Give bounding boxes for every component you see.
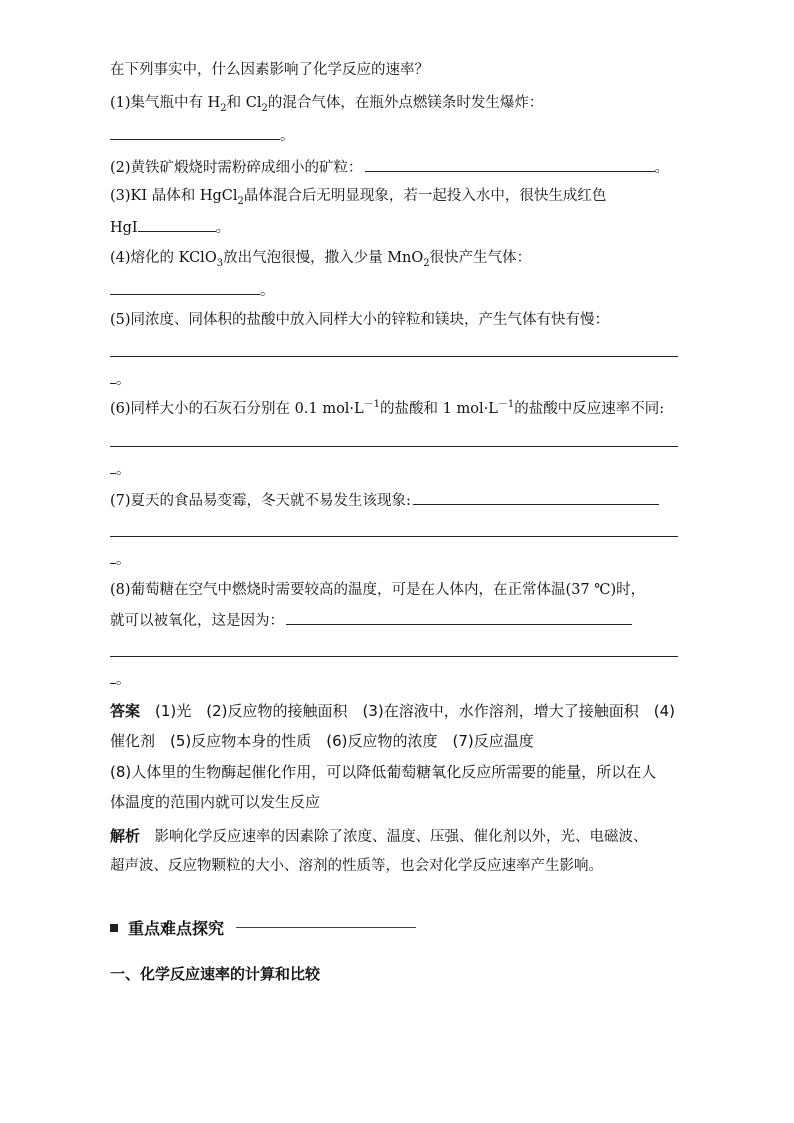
analysis-line-2 [110, 856, 603, 876]
q6-blank-line[interactable] [110, 446, 678, 447]
analysis-label: 解析 [110, 827, 141, 845]
question-2 [110, 157, 669, 178]
q6-end: 。 [116, 462, 131, 478]
answer-line-2 [110, 731, 534, 751]
analysis-line-1 [110, 826, 648, 847]
section-heading [110, 916, 416, 939]
question-6 [110, 399, 664, 419]
answer-line-3 [110, 762, 656, 782]
q6-text-c: 的盐酸和 1 mol·L [380, 401, 498, 417]
q6-text-e: 的盐酸中反应速率不同: [514, 401, 665, 417]
answer-label: 答案 [110, 702, 141, 720]
analysis-text-2: 超声波、反应物颗粒的大小、溶剂的性质等，也会对化学反应速率产生影响。 [110, 858, 603, 874]
intro-question [110, 60, 429, 80]
q2-text: (2)黄铁矿煅烧时需粉碎成细小的矿粒： [110, 160, 363, 176]
q1-blank[interactable] [110, 125, 280, 140]
q3-text-d: HgI [110, 220, 138, 236]
question-3 [110, 186, 606, 206]
q4-text-a: (4)熔化的 KClO [110, 250, 217, 266]
q4-sub-2: 2 [423, 257, 430, 269]
q4-blank[interactable] [110, 280, 260, 295]
question-7-end [110, 549, 131, 570]
q1-text-e: 的混合气体，在瓶外点燃镁条时发生爆炸： [267, 95, 544, 111]
analysis-text-1: 影响化学反应速率的因素除了浓度、温度、压强、催化剂以外，光、电磁波、 [154, 829, 648, 845]
square-bullet-icon [110, 924, 118, 932]
question-5 [110, 310, 609, 330]
question-4 [110, 248, 531, 268]
q6-text-a: (6)同样大小的石灰石分别在 0.1 mol·L [110, 401, 364, 417]
answer-line-4 [110, 792, 320, 812]
q1-text-c: 和 Cl [226, 95, 262, 111]
q3-text-c: 晶体混合后无明显现象，若一起投入水中，很快生成红色 [243, 188, 607, 204]
answer-text-4: 体温度的范围内就可以发生反应 [110, 793, 321, 811]
subsection-title: 一、化学反应速率的计算和比较 [110, 965, 321, 983]
intro-text: 在下列事实中，什么因素影响了化学反应的速率？ [110, 62, 429, 78]
q5-text: (5)同浓度、同体积的盐酸中放入同样大小的锌粒和镁块，产生气体有快有慢： [110, 312, 610, 328]
q5-blank-line[interactable] [110, 356, 678, 357]
q4-end: 。 [260, 283, 275, 299]
q3-text-a: (3)KI 晶体和 HgCl [110, 188, 238, 204]
q3-blank[interactable] [138, 217, 216, 232]
question-7 [110, 490, 659, 511]
question-1-answer-line [110, 125, 295, 146]
q1-text-a: (1)集气瓶中有 H [110, 95, 221, 111]
q8-text-a: (8)葡萄糖在空气中燃烧时需要较高的温度，可是在人体内，在正常体温(37 ℃)时， [110, 582, 646, 598]
q1-sub-1: 2 [220, 102, 227, 114]
answer-text-2: 催化剂 (5)反应物本身的性质 (6)反应物的浓度 (7)反应温度 [110, 732, 534, 750]
question-3-cont [110, 217, 230, 238]
heading-rule [236, 927, 416, 928]
question-8 [110, 580, 645, 600]
section-title: 重点难点探究 [128, 919, 225, 938]
q4-text-c: 放出气泡很慢，撒入少量 MnO [223, 250, 424, 266]
question-8-end [110, 669, 131, 690]
answer-text-1: (1)光 (2)反应物的接触面积 (3)在溶液中，水作溶剂，增大了接触面积 (4) [155, 702, 676, 720]
question-6-end [110, 459, 131, 480]
question-5-end [110, 369, 131, 390]
q3-sub: 2 [237, 195, 244, 207]
q2-end: 。 [654, 160, 670, 176]
q4-text-e: 很快产生气体： [429, 250, 532, 266]
q8-blank[interactable] [286, 610, 632, 625]
q7-blank-line[interactable] [110, 536, 678, 537]
question-4-answer-line [110, 280, 275, 301]
q7-text: (7)夏天的食品易变霉，冬天就不易发生该现象: [110, 493, 411, 509]
q8-blank-line[interactable] [110, 656, 678, 657]
q2-blank[interactable] [365, 157, 655, 172]
q4-sub-1: 3 [216, 257, 224, 269]
q7-blank[interactable] [413, 490, 659, 505]
q1-sub-2: 2 [261, 102, 268, 114]
question-8-cont [110, 610, 632, 631]
subsection-heading [110, 963, 320, 984]
answer-line-1 [110, 701, 675, 721]
q7-end: 。 [116, 552, 131, 568]
q8-end: 。 [116, 672, 131, 688]
q5-end: 。 [116, 372, 131, 388]
q8-text-b: 就可以被氧化，这是因为： [110, 613, 284, 629]
q6-sup-2: －1 [497, 399, 515, 411]
q1-end: 。 [280, 128, 295, 144]
q6-sup-1: －1 [363, 399, 381, 411]
question-1 [110, 93, 543, 113]
answer-text-3: (8)人体里的生物酶起催化作用，可以降低葡萄糖氧化反应所需要的能量，所以在人 [110, 763, 657, 781]
q3-end: 。 [215, 220, 231, 236]
